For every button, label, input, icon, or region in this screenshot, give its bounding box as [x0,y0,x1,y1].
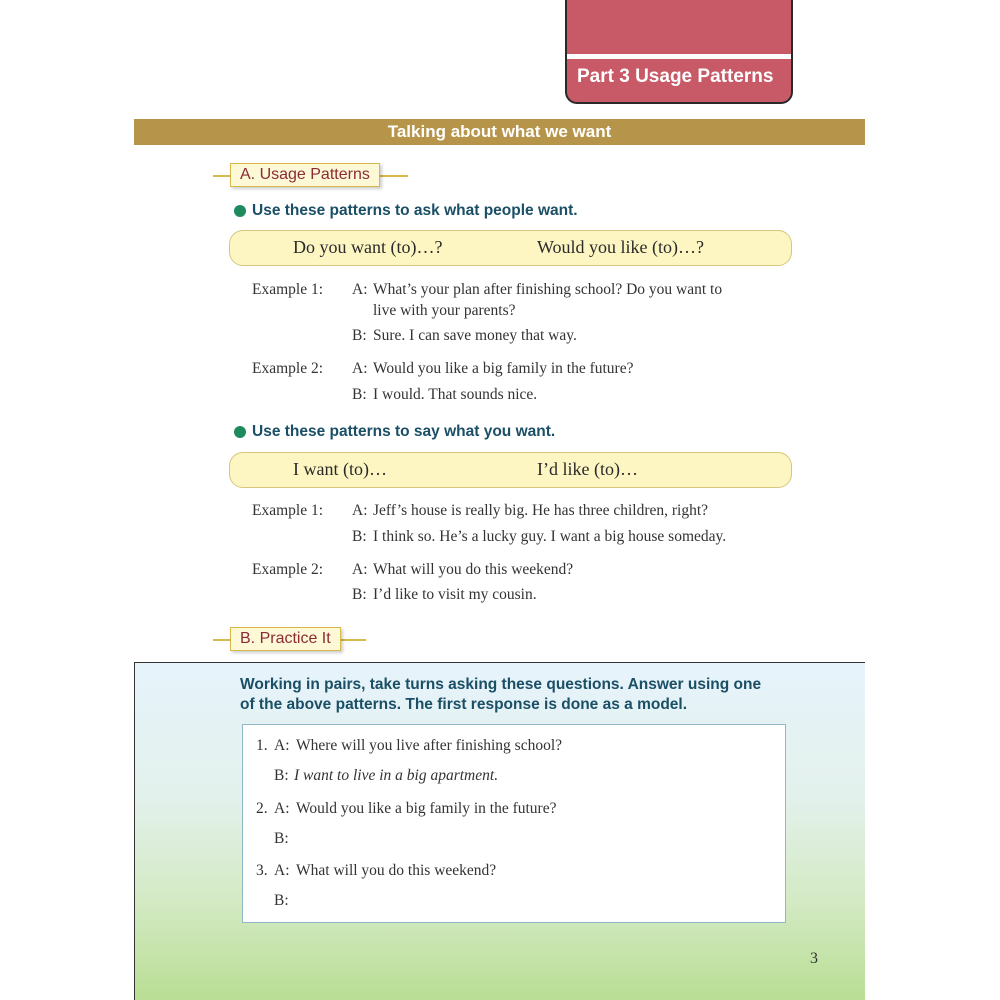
practice-instruction: Working in pairs, take turns asking these questions. Answer using one [240,676,762,693]
dialogue-line: Would you like a big family in the future? [373,360,634,377]
speaker-label: B: [274,767,289,784]
question-number: 3. [256,862,268,879]
dialogue-line: What’s your plan after finishing school? Do you want to [373,281,723,298]
speaker-label: B: [352,586,367,603]
speaker-label: A: [274,737,290,754]
bullet-instruction-ask [234,202,578,220]
part-tab [565,0,793,104]
pattern-item: Would you like (to)…? [537,237,705,257]
speaker-label: A: [352,281,368,298]
part-tab-label: Part 3 Usage Patterns [577,66,774,87]
pattern-box-ask [229,230,792,266]
bullet-icon [234,205,246,217]
dialogue-line: What will you do this weekend? [373,561,574,578]
question-text: Would you like a big family in the future? [296,800,557,817]
question-number: 2. [256,800,268,817]
section-b-label: B. Practice It [230,627,341,651]
question-text: What will you do this weekend? [296,862,497,879]
example-label: Example 2: [252,561,324,578]
example-label: Example 2: [252,360,324,377]
pattern-item: I’d like (to)… [537,459,638,479]
speaker-label: A: [352,561,368,578]
speaker-label: B: [274,830,289,847]
section-a-label: A. Usage Patterns [230,163,380,187]
question-text: Where will you live after finishing school? [296,737,563,754]
instruction-say-text: Use these patterns to say what you want. [252,423,556,440]
speaker-label: A: [274,800,290,817]
speaker-label: B: [352,327,367,344]
pattern-item: I want (to)… [293,459,387,479]
part-tab-stripe [567,54,791,59]
model-answer: I want to live in a big apartment. [294,767,499,784]
page-number: 3 [810,950,818,967]
example-label: Example 1: [252,281,324,298]
dialogue-line: Sure. I can save money that way. [373,327,577,344]
dialogue-line: live with your parents? [373,302,516,319]
speaker-label: B: [352,386,367,403]
bullet-icon [234,426,246,438]
dialogue-line: I’d like to visit my cousin. [373,586,537,603]
dialogue-line: Jeff’s house is really big. He has three children, right? [373,502,709,519]
pattern-item: Do you want (to)…? [293,237,443,257]
instruction-ask-text: Use these patterns to ask what people want. [252,202,578,219]
speaker-label: B: [274,892,289,909]
speaker-label: B: [352,528,367,545]
pattern-box-say [229,452,792,488]
bullet-instruction-say [234,423,555,441]
example-label: Example 1: [252,502,324,519]
dialogue-line: I think so. He’s a lucky guy. I want a big house someday. [373,528,727,545]
question-number: 1. [256,737,268,754]
speaker-label: A: [352,502,368,519]
practice-instruction: of the above patterns. The first response is done as a model. [240,696,688,713]
speaker-label: A: [352,360,368,377]
topic-title: Talking about what we want [134,119,865,145]
speaker-label: A: [274,862,290,879]
dialogue-line: I would. That sounds nice. [373,386,538,403]
